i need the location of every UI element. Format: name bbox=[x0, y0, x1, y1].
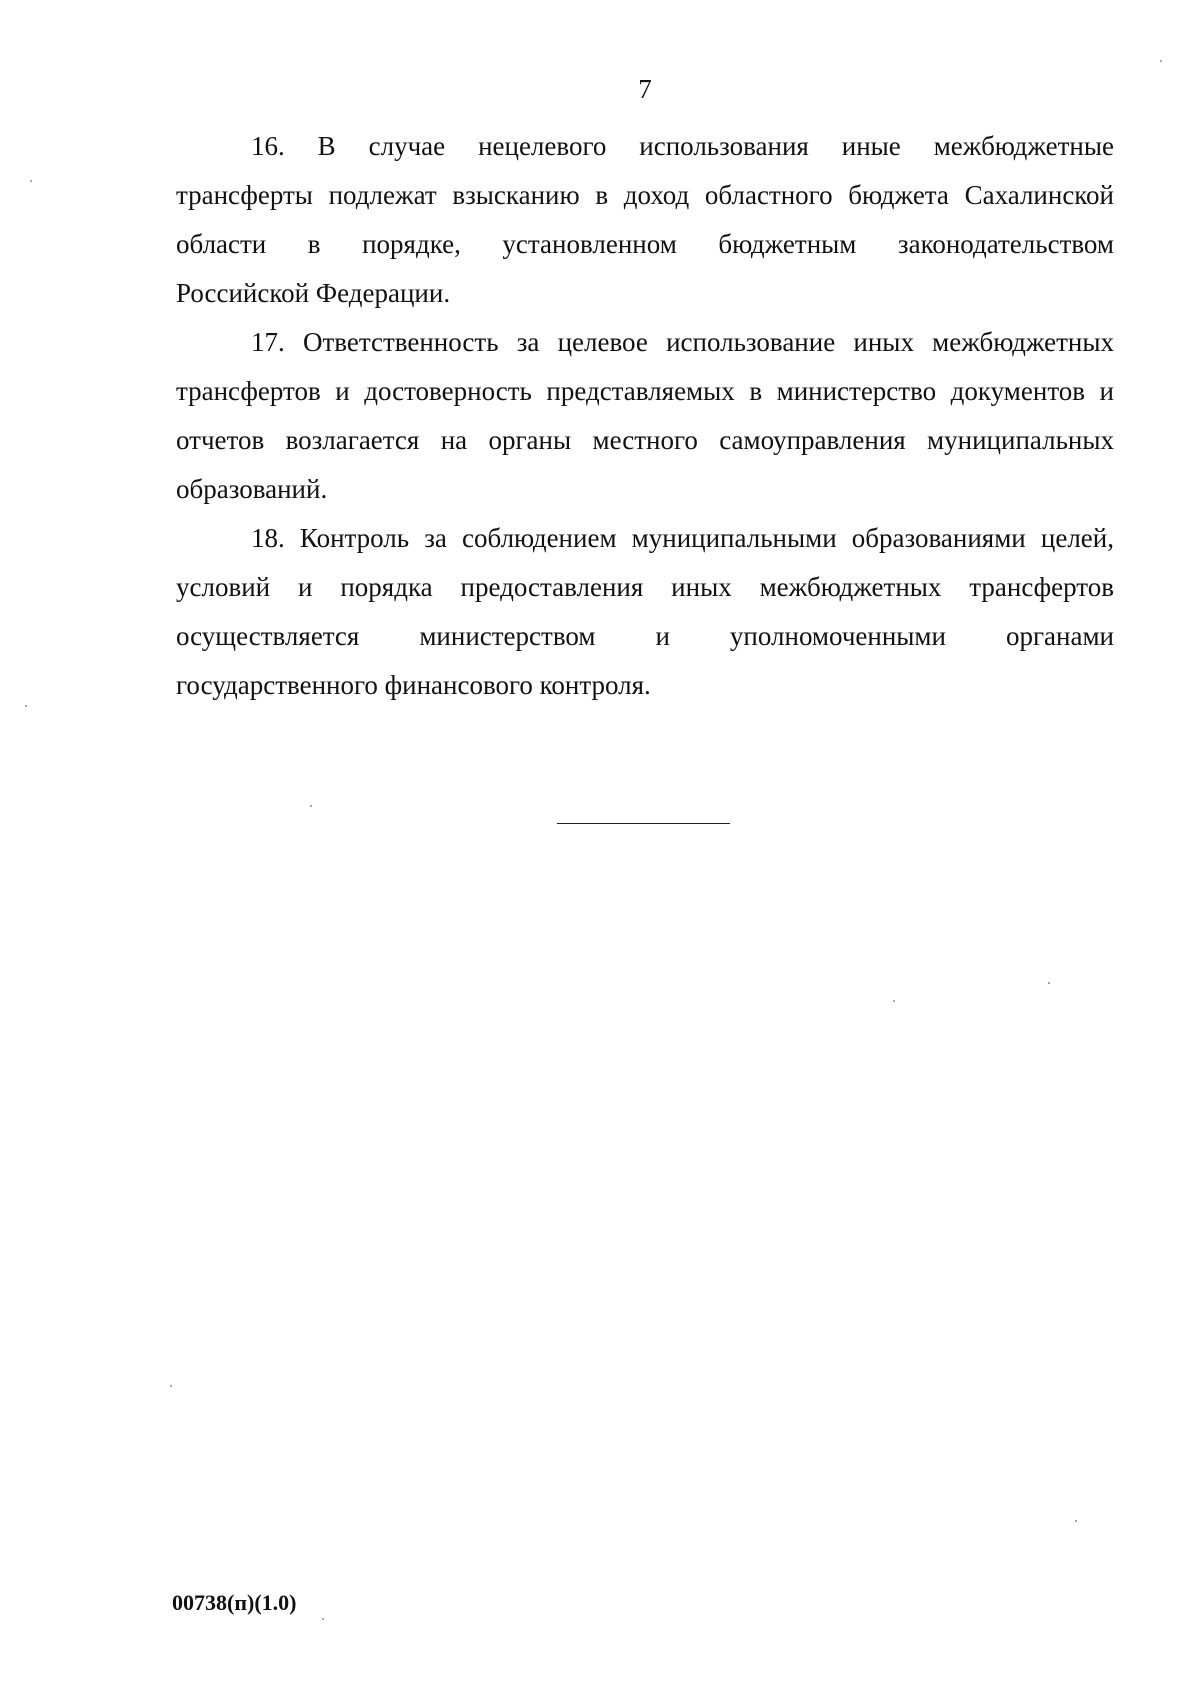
scan-speck bbox=[1075, 1520, 1077, 1522]
paragraph-line: трансферты подлежат взысканию в доход областного бюджета Сахалинской bbox=[176, 180, 1114, 210]
paragraph-line: образований. bbox=[176, 474, 328, 504]
paragraph-line: отчетов возлагается на органы местного самоуправления муниципальных bbox=[176, 425, 1114, 455]
paragraph-line: области в порядке, установленном бюджетным законодательством bbox=[176, 229, 1114, 259]
scan-speck bbox=[310, 805, 312, 807]
paragraph-line: 17. Ответственность за целевое использование иных межбюджетных bbox=[251, 327, 1114, 357]
end-of-document-rule bbox=[557, 823, 730, 824]
paragraph-17 bbox=[176, 318, 1114, 514]
document-code: 00738(п)(1.0) bbox=[172, 1590, 297, 1615]
paragraph-18 bbox=[176, 514, 1114, 710]
paragraph-line: условий и порядка предоставления иных межбюджетных трансфертов bbox=[176, 572, 1114, 602]
page-number: 7 bbox=[638, 74, 652, 104]
paragraph-line: государственного финансового контроля. bbox=[176, 670, 651, 700]
paragraph-line: 18. Контроль за соблюдением муниципальными образованиями целей, bbox=[251, 523, 1114, 553]
paragraph-line: 16. В случае нецелевого использования иные межбюджетные bbox=[251, 131, 1114, 161]
scan-speck bbox=[1048, 982, 1050, 984]
document-body bbox=[176, 122, 1114, 710]
scan-speck bbox=[1160, 60, 1162, 62]
scan-speck bbox=[322, 1618, 324, 1620]
paragraph-line: Российской Федерации. bbox=[176, 278, 451, 308]
paragraph-line: трансфертов и достоверность представляемых в министерство документов и bbox=[176, 376, 1114, 406]
paragraph-16 bbox=[176, 122, 1114, 318]
scan-speck bbox=[30, 180, 32, 182]
paragraph-line: осуществляется министерством и уполномоченными органами bbox=[176, 621, 1114, 651]
scan-speck bbox=[25, 705, 27, 707]
scan-speck bbox=[893, 1000, 895, 1002]
scan-speck bbox=[170, 1385, 172, 1387]
